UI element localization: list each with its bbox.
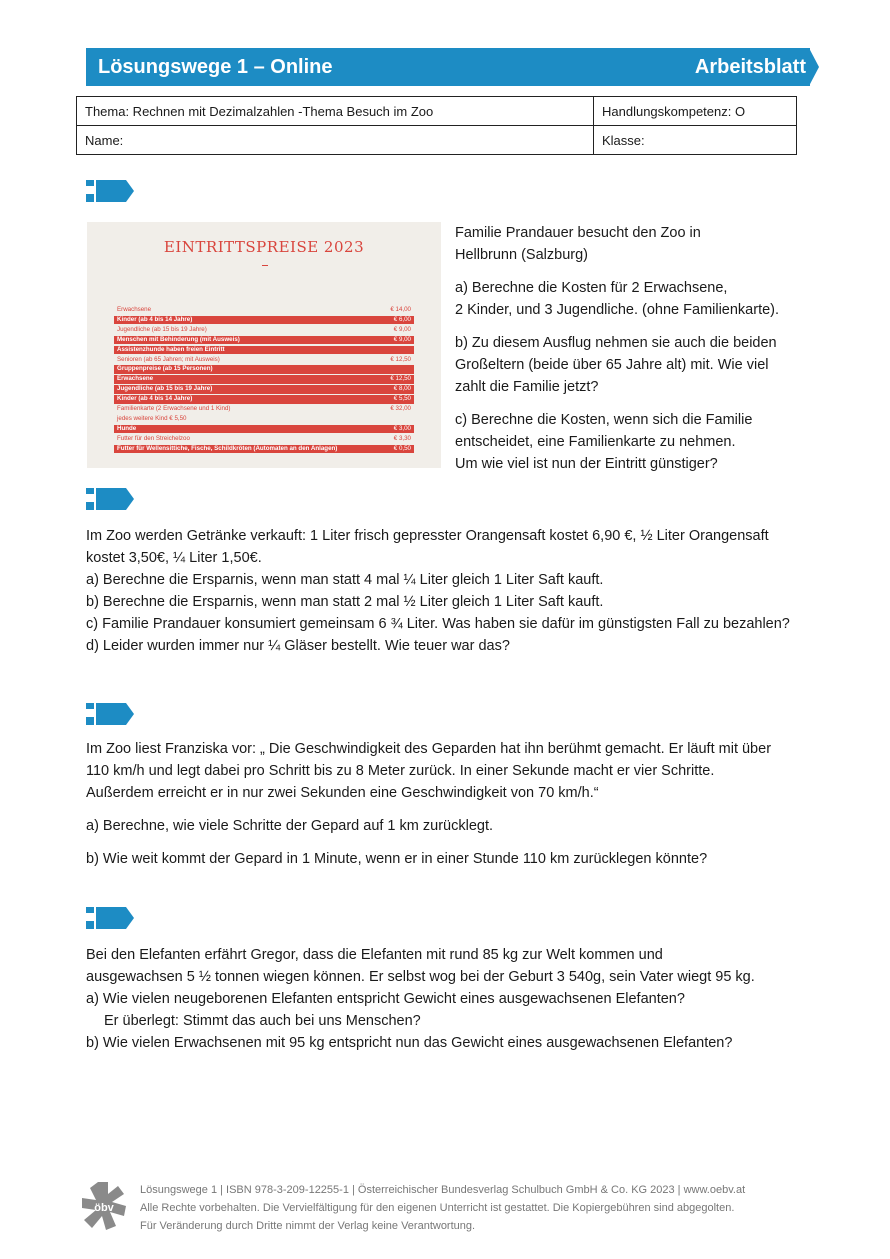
- price-row-value: € 12,50: [390, 355, 411, 363]
- task-4-text: [86, 944, 826, 1054]
- price-row: [114, 445, 414, 454]
- price-row-value: € 3,30: [393, 434, 411, 442]
- price-row-label: Hunde: [117, 424, 137, 432]
- task-1-c-1: c) Berechne die Kosten, wenn sich die Familie: [455, 412, 753, 428]
- price-row: [114, 336, 414, 345]
- task-3-b: b) Wie weit kommt der Gepard in 1 Minute, wenn er in einer Stunde 110 km zurücklegen könnte?: [86, 851, 708, 867]
- task-2-line-2: kostet 3,50€, ¼ Liter 1,50€.: [86, 550, 262, 566]
- price-row: [114, 356, 414, 365]
- task-3-line-2: 110 km/h und legt dabei pro Schritt bis zu 8 Meter zurück. In einer Sekunde macht er vier Schritte.: [86, 763, 715, 779]
- price-row-label: Erwachsene: [117, 375, 154, 383]
- task-marker-1: [86, 180, 136, 202]
- task-1-c-3: Um wie viel ist nun der Eintritt günstiger?: [455, 456, 718, 472]
- topic-cell: Thema: Rechnen mit Dezimalzahlen -Thema Besuch im Zoo: [77, 97, 594, 126]
- class-cell: Klasse:: [594, 126, 797, 155]
- task-2-line-1: Im Zoo werden Getränke verkauft: 1 Liter frisch gepresster Orangensaft kostet 6,90 €, ½ Liter Orangensaft: [86, 528, 769, 544]
- task-1-c-2: entscheidet, eine Familienkarte zu nehmen.: [455, 434, 736, 450]
- task-2-c: c) Familie Prandauer konsumiert gemeinsam 6 ¾ Liter. Was haben sie dafür im günstigsten Fall zu bezahlen?: [86, 616, 790, 632]
- header-banner-tip: [809, 48, 819, 86]
- task-4-line-2: ausgewachsen 5 ½ tonnen wiegen können. Er selbst wog bei der Geburt 3 540g, sein Vater wiegt 95 kg.: [86, 969, 755, 985]
- price-row: [114, 415, 414, 424]
- task-1-b-3: zahlt die Familie jetzt?: [455, 379, 599, 395]
- footer-line-1: Lösungswege 1 | ISBN 978-3-209-12255-1 | Österreichischer Bundesverlag Schulbuch GmbH & Co. KG 2023 | www.oebv.at: [140, 1184, 746, 1196]
- price-row-value: € 5,50: [393, 395, 411, 403]
- price-row: [114, 405, 414, 414]
- name-cell: Name:: [77, 126, 594, 155]
- competence-cell: Handlungskompetenz: O: [594, 97, 797, 126]
- price-row-value: € 8,00: [393, 385, 411, 393]
- price-row-value: € 3,00: [393, 424, 411, 432]
- price-card-dash: [262, 265, 268, 266]
- task-1-intro-1: Familie Prandauer besucht den Zoo in: [455, 225, 701, 241]
- task-marker-2: [86, 488, 136, 510]
- task-2-a: a) Berechne die Ersparnis, wenn man statt 4 mal ¼ Liter gleich 1 Liter Saft kauft.: [86, 572, 604, 588]
- footer-line-2: Alle Rechte vorbehalten. Die Vervielfältigung für den eigenen Unterricht ist gestattet. Die Kopiergebühren sind abgegolten.: [140, 1202, 735, 1214]
- footer-text: [140, 1181, 820, 1235]
- publisher-logo: [78, 1180, 130, 1232]
- price-row: [114, 346, 414, 355]
- task-marker-4: [86, 907, 136, 929]
- task-3-text: [86, 738, 826, 870]
- task-4-a-followup: Er überlegt: Stimmt das auch bei uns Menschen?: [104, 1013, 421, 1029]
- task-1-text: [455, 222, 815, 475]
- task-1-b-1: b) Zu diesem Ausflug nehmen sie auch die beiden: [455, 335, 777, 351]
- price-card: [87, 222, 441, 468]
- price-row: [114, 425, 414, 434]
- price-row-label: Gruppenpreise (ab 15 Personen): [117, 365, 213, 373]
- price-row-label: Menschen mit Behinderung (mit Ausweis): [117, 335, 240, 343]
- price-row-label: Erwachsene: [117, 306, 152, 313]
- price-row-label: Assistenzhunde haben freien Eintritt: [117, 345, 225, 353]
- price-card-title: EINTRITTSPREISE 2023: [163, 238, 365, 256]
- price-row-value: € 14,00: [390, 306, 411, 313]
- price-row-label: jedes weitere Kind € 5,50: [117, 414, 187, 422]
- task-1-b-2: Großeltern (beide über 65 Jahre alt) mit. Wie viel: [455, 357, 769, 373]
- task-4-a: a) Wie vielen neugeborenen Elefanten entspricht Gewicht eines ausgewachsenen Elefanten?: [86, 991, 685, 1007]
- task-2-text: [86, 525, 826, 657]
- price-row: [114, 326, 414, 335]
- price-row-value: € 12,50: [390, 375, 411, 383]
- task-4-line-1: Bei den Elefanten erfährt Gregor, dass die Elefanten mit rund 85 kg zur Welt kommen und: [86, 947, 663, 963]
- price-row-label: Kinder (ab 4 bis 14 Jahre): [117, 395, 193, 403]
- task-2-b: b) Berechne die Ersparnis, wenn man statt 2 mal ½ Liter gleich 1 Liter Saft kauft.: [86, 594, 604, 610]
- task-1-intro-2: Hellbrunn (Salzburg): [455, 247, 588, 263]
- logo-text: öbv: [94, 1202, 114, 1214]
- price-row: [114, 306, 414, 315]
- price-row: [114, 375, 414, 384]
- price-row: [114, 435, 414, 444]
- price-row-label: Senioren (ab 65 Jahren; mit Ausweis): [117, 355, 220, 363]
- price-row-value: € 32,00: [390, 405, 411, 412]
- price-row-label: Kinder (ab 4 bis 14 Jahre): [117, 315, 193, 323]
- price-row-value: € 6,00: [393, 315, 411, 323]
- price-row-label: Futter für den Streichelzoo: [117, 434, 190, 442]
- task-4-b: b) Wie vielen Erwachsenen mit 95 kg entspricht nun das Gewicht eines ausgewachsenen Elefanten?: [86, 1035, 733, 1051]
- obv-logo-icon: [78, 1180, 130, 1232]
- price-row-label: Familienkarte (2 Erwachsene und 1 Kind): [117, 405, 231, 412]
- task-3-line-3: Außerdem erreicht er in nur zwei Sekunden eine Geschwindigkeit von 70 km/h.“: [86, 785, 599, 801]
- price-row-value: € 9,00: [393, 325, 411, 333]
- price-row: [114, 365, 414, 374]
- task-marker-3: [86, 703, 136, 725]
- page-title: Lösungswege 1 – Online: [98, 56, 333, 78]
- task-3-a: a) Berechne, wie viele Schritte der Gepard auf 1 km zurücklegt.: [86, 818, 493, 834]
- footer-line-3: Für Veränderung durch Dritte nimmt der Verlag keine Verantwortung.: [140, 1220, 476, 1232]
- task-1-a-2: 2 Kinder, und 3 Jugendliche. (ohne Familienkarte).: [455, 302, 780, 318]
- price-row: [114, 395, 414, 404]
- price-row-label: Jugendliche (ab 15 bis 19 Jahre): [117, 325, 207, 333]
- worksheet-label: Arbeitsblatt: [694, 56, 806, 78]
- info-table: [76, 96, 797, 155]
- price-row-label: Jugendliche (ab 15 bis 19 Jahre): [117, 385, 213, 393]
- price-row-label: Futter für Wellensittiche, Fische, Schildkröten (Automaten an den Anlagen): [117, 444, 338, 452]
- task-3-line-1: Im Zoo liest Franziska vor: „ Die Geschwindigkeit des Geparden hat ihn berühmt gemacht. Er läuft mit über: [86, 741, 772, 757]
- task-2-d: d) Leider wurden immer nur ¼ Gläser bestellt. Wie teuer war das?: [86, 638, 510, 654]
- price-row-value: € 0,50: [393, 444, 411, 452]
- price-row: [114, 385, 414, 394]
- price-row: [114, 316, 414, 325]
- task-1-a-1: a) Berechne die Kosten für 2 Erwachsene,: [455, 280, 728, 296]
- price-row-value: € 9,00: [393, 335, 411, 343]
